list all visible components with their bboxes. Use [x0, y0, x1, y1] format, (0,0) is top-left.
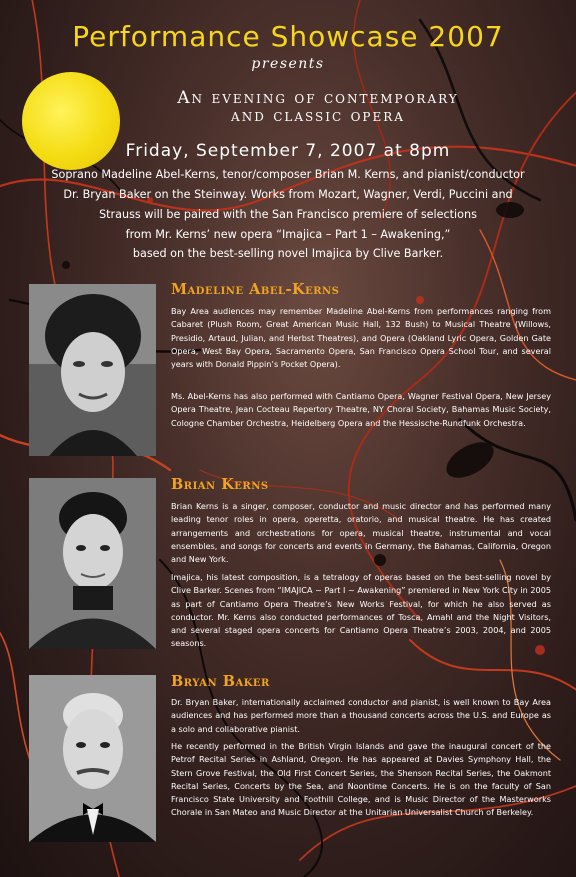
performer-name: Madeline Abel-Kerns [171, 281, 340, 298]
intro-line: Strauss will be paired with the San Francisco premiere of selections [99, 208, 477, 221]
event-date: Friday, September 7, 2007 at 8pm [125, 141, 451, 161]
madeline-portrait [29, 284, 156, 456]
subtitle-line-2: and classic opera [231, 106, 405, 126]
performer-bio-paragraph: Bay Area audiences may remember Madeline Abel-Kerns from performances ranging from Cabaret (Plush Room, Great American Music Hall, 132 Bush) to Musical Theatre (Willows, Presidio, Artaud, Julian, and Herbst Theatres), and Opera (Oakland Lyric Opera, Golden Gate Opera, West Bay Opera, Sacramento Opera, San Francisco Opera School Tour, and several years with Donald Pippin’s Pocket Opera). [171, 306, 551, 370]
performer-bio-paragraph: Ms. Abel-Kerns has also performed with Cantiamo Opera, Wagner Festival Opera, New Jersey Opera Theatre, Jean Cocteau Repertory Theatre, NY Choral Society, Bahamas Music Society, Cologne Chamber Orchestra, Heidelberg Opera and the Hessische-Rundfunk Orchestra. [171, 391, 551, 428]
event-title: Performance Showcase 2007 [72, 20, 504, 53]
intro-line: based on the best-selling novel Imajica by Clive Barker. [132, 247, 444, 260]
presents-text: presents [251, 56, 325, 72]
intro-line: Soprano Madeline Abel-Kerns, tenor/composer Brian M. Kerns, and pianist/conductor [51, 168, 525, 181]
performer-bio-paragraph: Brian Kerns is a singer, composer, conductor and music director and has performed many leading tenor roles in opera, operetta, oratorio, and musical theatre. He has created arrangements and orchestrations for opera, musical theatre, instrumental and vocal ensembles, and songs for concerts and events in Germany, the Bahamas, California, Oregon and New York. [171, 501, 551, 565]
subtitle-line-1: An evening of contemporary [177, 88, 459, 108]
bryan-portrait [29, 675, 156, 842]
intro-line: Dr. Bryan Baker on the Steinway. Works from Mozart, Wagner, Verdi, Puccini and [63, 188, 513, 201]
brian-portrait [29, 478, 156, 649]
performer-bio-paragraph: He recently performed in the British Virgin Islands and gave the inaugural concert of the Petrof Recital Series in Ashland, Oregon. He has appeared at Davies Symphony Hall, the Stern Grove Festival, the Old First Concert Series, the Shenson Recital Series, the Oakmont Recital Series, Concerts by the Sea, and Noontime Concerts. He is on the faculty of San Francisco State University and Foothill College, and is Music Director of the Masterworks Chorale in San Mateo and Music Director at the Unitarian Universalist Church of Berkeley. [171, 741, 551, 818]
performer-name: Brian Kerns [171, 476, 269, 493]
performer-name: Bryan Baker [171, 673, 270, 690]
performer-bio-paragraph: Imajica, his latest composition, is a tetralogy of operas based on the best-selling novel by Clive Barker. Scenes from “IMAJICA ~ Part I ~ Awakening” premiered in New York City in 2005 as part of Cantiamo Opera Theatre’s New Works Festival, for which he also served as conductor. Mr. Kerns also conducted performances of Tosca, Amahl and the Night Visitors, and several staged opera concerts for Cantiamo Opera Theatre’s 2003, 2004, and 2005 seasons. [171, 572, 551, 649]
intro-line: from Mr. Kerns’ new opera “Imajica – Part 1 – Awakening,” [125, 228, 451, 241]
performer-bio-paragraph: Dr. Bryan Baker, internationally acclaimed conductor and pianist, is well known to Bay Area audiences and has performed more than a thousand concerts across the U.S. and Europe as a solo and collaborative pianist. [171, 697, 551, 734]
